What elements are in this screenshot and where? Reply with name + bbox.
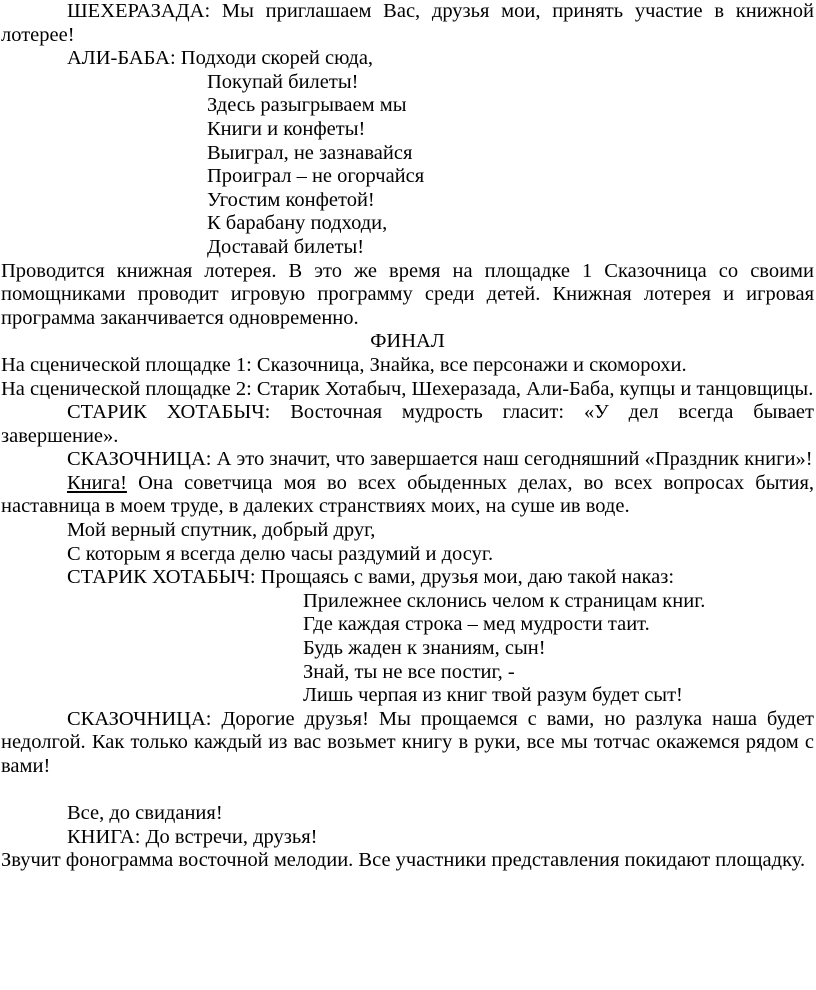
paragraph-ali-baba: АЛИ-БАБА: Подходи скорей сюда, xyxy=(67,47,374,70)
book-link[interactable]: Книга! xyxy=(67,471,127,494)
paragraph-closing-note: Звучит фонограмма восточной мелодии. Все участники представления покидают площадку. xyxy=(1,849,806,872)
verse-line: Будь жаден к знаниям, сын! xyxy=(303,637,546,660)
paragraph-storyteller-2: СКАЗОЧНИЦА: Дорогие друзья! Мы прощаемся с вами, но разлука наша будет недолгой. Как только каждый из вас возьмет книгу в руки, все мы тотчас окажемся рядом с вами! xyxy=(1,707,814,777)
blank-line xyxy=(1,779,814,803)
paragraph-stage-1: На сценической площадке 1: Сказочница, Знайка, все персонажи и скоморохи. xyxy=(1,353,687,376)
paragraph-hottabych-2: СТАРИК ХОТАБЫЧ: Прощаясь с вами, друзья мои, даю такой наказ: xyxy=(67,566,675,589)
verse-line: Прилежнее склонись челом к страницам книг. xyxy=(303,589,706,612)
paragraph-book-farewell: КНИГА: До встречи, друзья! xyxy=(67,825,318,848)
paragraph-goodbye: Все, до свидания! xyxy=(67,802,223,825)
verse-line: Угостим конфетой! xyxy=(207,188,375,211)
verse-line: Проиграл – не огорчайся xyxy=(207,165,425,188)
section-heading-final: ФИНАЛ xyxy=(370,330,445,353)
verse-line: Выиграл, не зазнавайся xyxy=(207,141,413,164)
paragraph-friend: Мой верный спутник, добрый друг, xyxy=(67,519,376,542)
paragraph-book-text: Она советчица моя во всех обыденных делах, во всех вопросах бытия, наставница в моем труде, в далеких странствиях моих, на суше ив воде. xyxy=(1,471,814,518)
paragraph-lottery-note: Проводится книжная лотерея. В это же время на площадке 1 Сказочница со своими помощниками проводит игровую программу среди детей. Книжная лотерея и игровая программа заканчивается одновременно. xyxy=(1,259,814,329)
verse-line: Лишь черпая из книг твой разум будет сыт! xyxy=(303,684,683,707)
paragraph-storyteller-1: СКАЗОЧНИЦА: А это значит, что завершается наш сегодняшний «Праздник книги»! xyxy=(67,448,813,471)
paragraph-stage-2: На сценической площадке 2: Старик Хотабыч, Шехеразада, Али-Баба, купцы и танцовщицы. xyxy=(1,377,814,400)
verse-line: Здесь разыгрываем мы xyxy=(207,94,407,117)
verse-line: Знай, ты не все постиг, - xyxy=(303,660,515,683)
verse-line: Доставай билеты! xyxy=(207,235,365,258)
verse-lottery xyxy=(1,71,814,260)
verse-line: Где каждая строка – мед мудрости таит. xyxy=(303,613,650,636)
paragraph-book xyxy=(1,472,814,519)
verse-line: Покупай билеты! xyxy=(207,70,359,93)
paragraph-leisure: С которым я всегда делю часы раздумий и досуг. xyxy=(67,542,494,565)
paragraph-scheherazade: ШЕХЕРАЗАДА: Мы приглашаем Вас, друзья мои, принять участие в книжной лотерее! xyxy=(1,0,814,46)
verse-line: К барабану подходи, xyxy=(207,212,388,235)
verse-line: Книги и конфеты! xyxy=(207,117,366,140)
verse-advice xyxy=(1,590,814,708)
paragraph-hottabych-1: СТАРИК ХОТАБЫЧ: Восточная мудрость гласит: «У дел всегда бывает завершение». xyxy=(1,401,814,447)
